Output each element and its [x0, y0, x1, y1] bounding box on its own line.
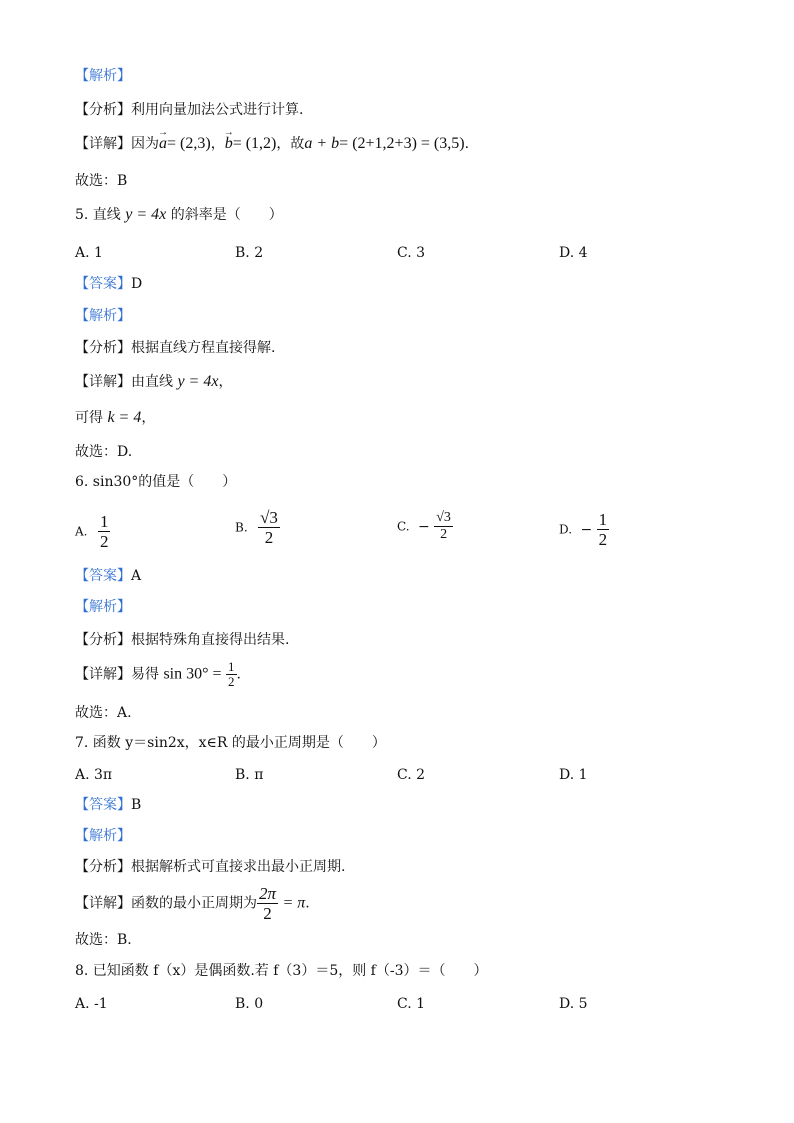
q4-fenxi-text: 利用向量加法公式进行计算. [131, 102, 304, 118]
q6-option-a-den: 2 [99, 532, 109, 551]
q4-xiangjie-prefix: 因为 [131, 136, 159, 152]
q4-vector-a-value: = (2,3) [167, 135, 211, 152]
q5-xiangjie-end: ， [218, 374, 233, 390]
q5-answer: 故选：D. [75, 444, 133, 460]
q8-option-d: D. 5 [559, 996, 588, 1012]
q4-answer: 故选：B [75, 173, 128, 189]
q4-vector-b: → b [225, 134, 233, 154]
q6-option-d-fraction [597, 510, 610, 549]
q7-xiangjie-num: 2π [259, 884, 277, 903]
q5-fenxi-text: 根据直线方程直接得解. [131, 340, 276, 356]
q5-fenxi-tag: 【分析】 [75, 340, 131, 356]
q5-xiangjie-prefix: 由直线 [131, 374, 173, 390]
q4-vector-a: → a [159, 134, 167, 154]
q6-option-d-label: D. [559, 522, 573, 537]
q8-option-a: A. -1 [75, 996, 108, 1012]
q6-option-a-label: A. [75, 524, 88, 539]
q5-option-a: A. 1 [75, 245, 103, 261]
q5-daan-tag: 【答案】 [75, 276, 131, 292]
q4-sep2: ，故 [276, 136, 305, 152]
q7-xiangjie [75, 884, 310, 923]
q7-xiangjie-end: . [305, 895, 310, 912]
q6-xiangjie-end: . [236, 666, 241, 683]
q6-daan [75, 566, 141, 586]
q5-option-c: C. 3 [397, 245, 426, 261]
q6-option-c-label: C. [397, 519, 410, 534]
q7-xiangjie-fraction [257, 884, 278, 923]
q6-option-b-label: B. [235, 520, 248, 535]
q4-fenxi [75, 100, 303, 120]
q6-daan-tag: 【答案】 [75, 568, 131, 584]
q7-fenxi-text: 根据解析式可直接求出最小正周期. [131, 859, 346, 875]
q7-answer: 故选：B. [75, 932, 132, 948]
q6-option-b-den: 2 [264, 528, 274, 547]
q5-line2 [75, 408, 155, 428]
q4-fenxi-tag: 【分析】 [75, 102, 131, 118]
q6-option-c-den: 2 [440, 527, 448, 542]
q6-fenxi-text: 根据特殊角直接得出结果. [131, 632, 290, 648]
q5-line2-end: ， [141, 410, 156, 426]
q7-option-d: D. 1 [559, 767, 588, 783]
q5-stem-suffix: 的斜率是（ ） [170, 207, 283, 223]
q5-stem [75, 205, 283, 225]
q5-daan-value: D [131, 276, 143, 292]
q4-vector-b-value: = (1,2) [232, 135, 277, 152]
q7-fenxi-tag: 【分析】 [75, 859, 131, 875]
q5-stem-prefix: 5. 直线 [75, 207, 121, 223]
q6-option-c-fraction [434, 510, 453, 543]
q7-xiangjie-tag: 【详解】 [75, 895, 131, 912]
q7-xiangjie-prefix: 函数的最小正周期为 [131, 895, 257, 912]
q6-option-d-num: 1 [598, 510, 608, 529]
q5-daan [75, 274, 142, 294]
q6-xiangjie-fraction [226, 660, 237, 689]
q6-stem: 6. sin30°的值是（ ） [75, 474, 237, 490]
q5-stem-math: y = 4x [125, 206, 167, 223]
q6-daan-value: A [131, 568, 142, 584]
q7-xiangjie-after: = π [282, 894, 306, 912]
q6-option-b-num: √3 [260, 508, 278, 527]
q7-daan [75, 795, 141, 815]
q6-option-a-num: 1 [99, 512, 109, 531]
q6-xiangjie-den: 2 [228, 674, 235, 689]
q5-xiangjie [75, 372, 232, 392]
q7-xiangjie-den: 2 [263, 904, 272, 923]
q8-option-c: C. 1 [397, 996, 426, 1012]
q6-option-b-fraction [258, 508, 280, 547]
q4-vector-sum: a + b [304, 135, 340, 152]
q6-option-d-sign: − [580, 521, 593, 538]
q8-stem: 8. 已知函数 f（x）是偶函数.若 f（3）＝5，则 f（-3）＝（ ） [75, 963, 488, 979]
q8-option-b: B. 0 [235, 996, 264, 1012]
q7-daan-value: B [131, 797, 142, 813]
q4-xiangjie [75, 134, 469, 154]
q6-xiangjie-math: sin 30° = [163, 665, 222, 683]
q4-end: . [464, 136, 470, 152]
q7-jiexi-heading: 【解析】 [75, 828, 131, 844]
q6-xiangjie-tag: 【详解】 [75, 666, 131, 683]
q4-result: = (2+1,2+3) = (3,5) [339, 135, 465, 152]
q6-jiexi-heading: 【解析】 [75, 599, 131, 615]
q4-sep1: ， [210, 136, 225, 152]
q6-option-c-num: √3 [436, 510, 451, 525]
q7-stem: 7. 函数 y＝sin2x，x∈R 的最小正周期是（ ） [75, 735, 386, 751]
q6-option-b [235, 508, 280, 547]
q6-option-d [559, 510, 609, 549]
q6-fenxi-tag: 【分析】 [75, 632, 131, 648]
q7-daan-tag: 【答案】 [75, 797, 131, 813]
q6-option-a-fraction [98, 512, 111, 551]
q5-xiangjie-tag: 【详解】 [75, 374, 131, 390]
q6-xiangjie-num: 1 [228, 659, 235, 674]
q5-fenxi [75, 338, 275, 358]
q5-option-b: B. 2 [235, 245, 264, 261]
q7-option-b: B. π [235, 767, 264, 783]
q5-line2-math: k = 4 [107, 409, 142, 426]
q7-fenxi [75, 857, 345, 877]
q5-xiangjie-math: y = 4x [177, 373, 219, 390]
q6-option-c [397, 510, 453, 543]
q6-fenxi [75, 630, 289, 650]
q6-xiangjie-prefix: 易得 [131, 666, 159, 683]
q6-answer: 故选：A. [75, 705, 132, 721]
q5-option-d: D. 4 [559, 245, 588, 261]
q7-option-c: C. 2 [397, 767, 426, 783]
q6-option-d-den: 2 [598, 530, 608, 549]
q7-option-a: A. 3π [75, 767, 113, 783]
q6-option-c-sign: − [418, 518, 430, 535]
q4-xiangjie-tag: 【详解】 [75, 136, 131, 152]
q4-jiexi-heading: 【解析】 [75, 68, 131, 84]
q5-jiexi-heading: 【解析】 [75, 308, 131, 324]
q6-option-a [75, 512, 110, 551]
q5-line2-prefix: 可得 [75, 410, 103, 426]
q6-xiangjie [75, 660, 241, 689]
